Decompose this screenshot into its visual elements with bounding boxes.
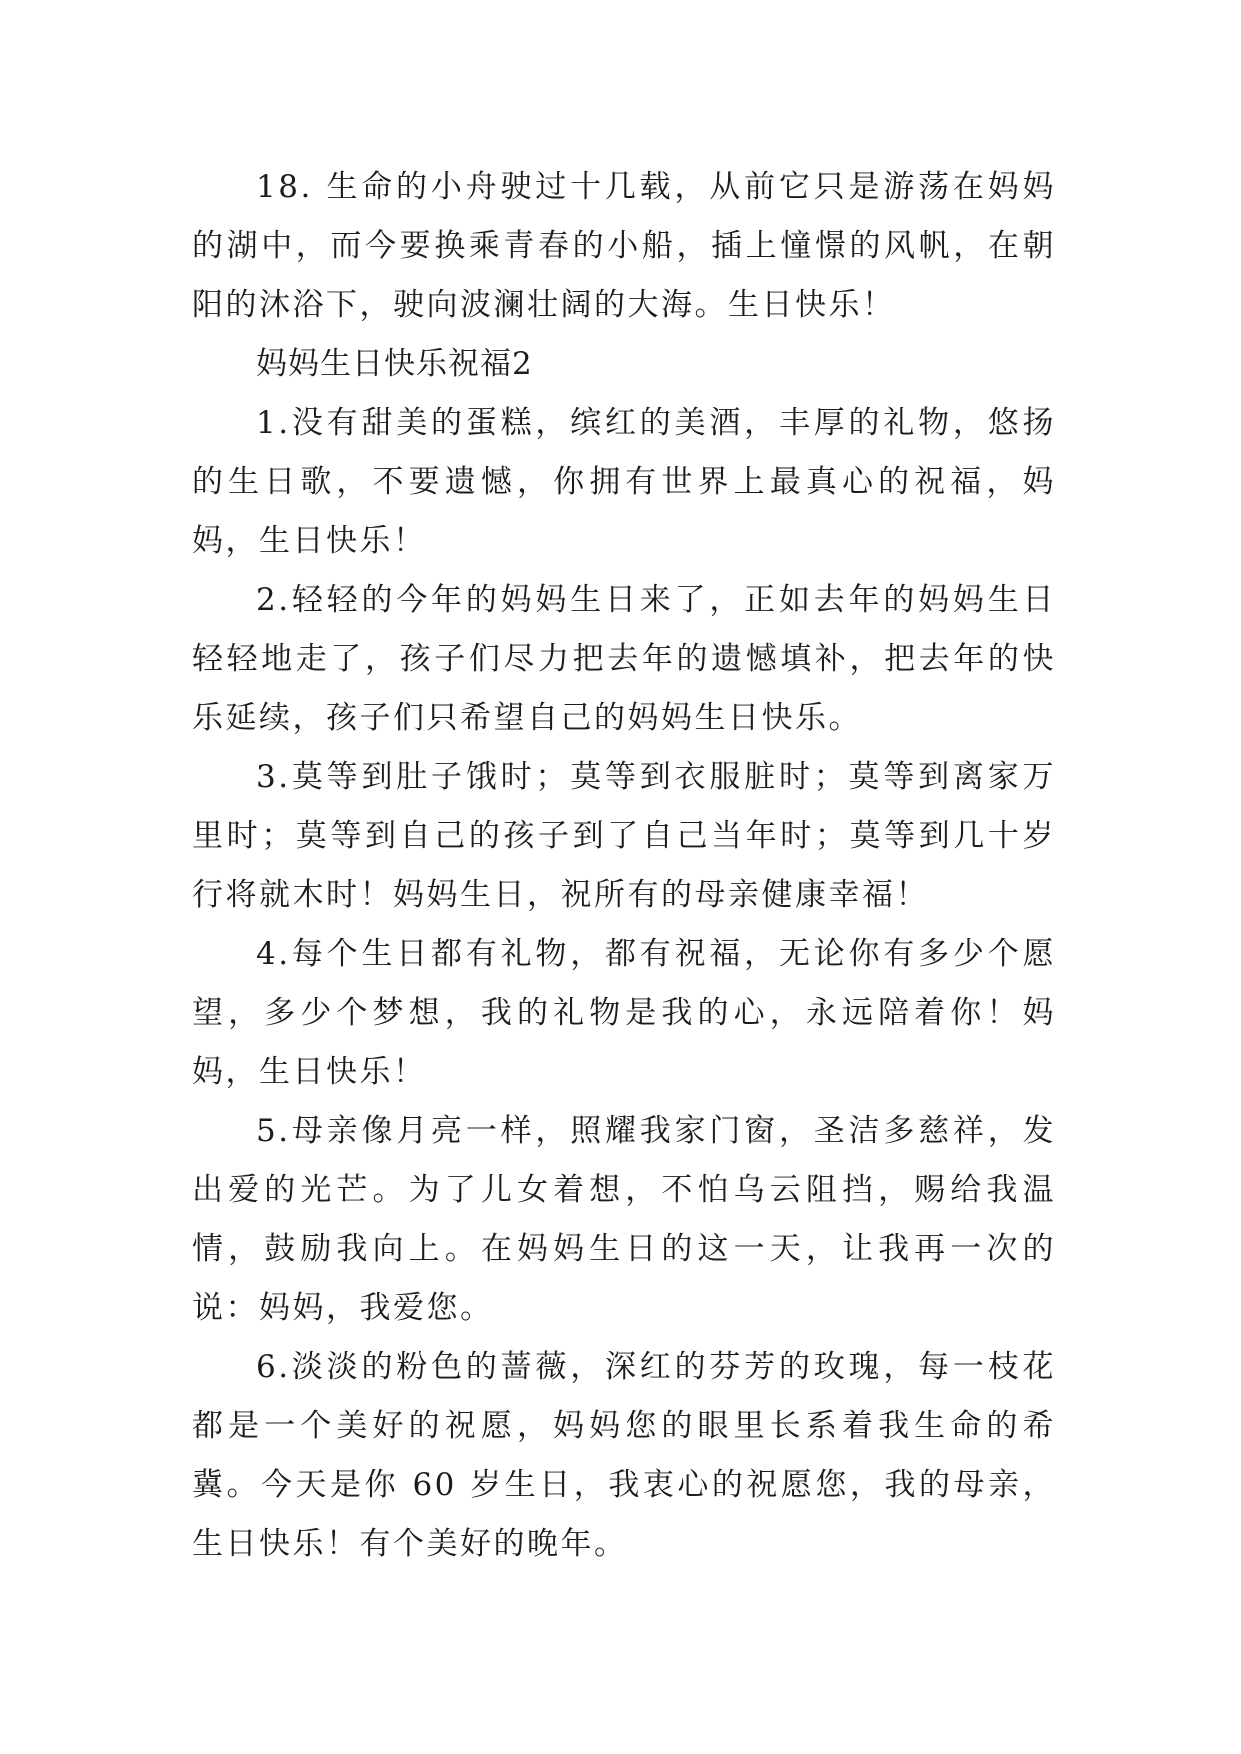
- wish-item-5: 5.母亲像月亮一样，照耀我家门窗，圣洁多慈祥，发出爱的光芒。为了儿女着想，不怕乌云阻挡，赐给我温情，鼓励我向上。在妈妈生日的这一天，让我再一次的说：妈妈，我爱您。: [192, 1113, 1056, 1326]
- wish-item-1: 1.没有甜美的蛋糕，缤红的美酒，丰厚的礼物，悠扬的生日歌，不要遗憾，你拥有世界上最真心的祝福，妈妈，生日快乐！: [192, 405, 1056, 559]
- intro-paragraph: 18. 生命的小舟驶过十几载，从前它只是游荡在妈妈的湖中，而今要换乘青春的小船，插上憧憬的风帆，在朝阳的沐浴下，驶向波澜壮阔的大海。生日快乐！: [192, 169, 1056, 323]
- wish-item-6: 6.淡淡的粉色的蔷薇，深红的芬芳的玫瑰，每一枝花都是一个美好的祝愿，妈妈您的眼里长系着我生命的希冀。今天是你 60 岁生日，我衷心的祝愿您，我的母亲，生日快乐！有个美好的晚年。: [192, 1349, 1056, 1562]
- wish-item-2: 2.轻轻的今年的妈妈生日来了，正如去年的妈妈生日轻轻地走了，孩子们尽力把去年的遗憾填补，把去年的快乐延续，孩子们只希望自己的妈妈生日快乐。: [192, 582, 1056, 736]
- section-heading: 妈妈生日快乐祝福2: [256, 346, 533, 382]
- wish-item-3: 3.莫等到肚子饿时；莫等到衣服脏时；莫等到离家万里时；莫等到自己的孩子到了自己当年时；莫等到几十岁行将就木时！妈妈生日，祝所有的母亲健康幸福！: [192, 759, 1056, 913]
- wish-item-4: 4.每个生日都有礼物，都有祝福，无论你有多少个愿望，多少个梦想，我的礼物是我的心，永远陪着你！妈妈，生日快乐！: [192, 936, 1056, 1090]
- document-body: [192, 158, 1056, 1574]
